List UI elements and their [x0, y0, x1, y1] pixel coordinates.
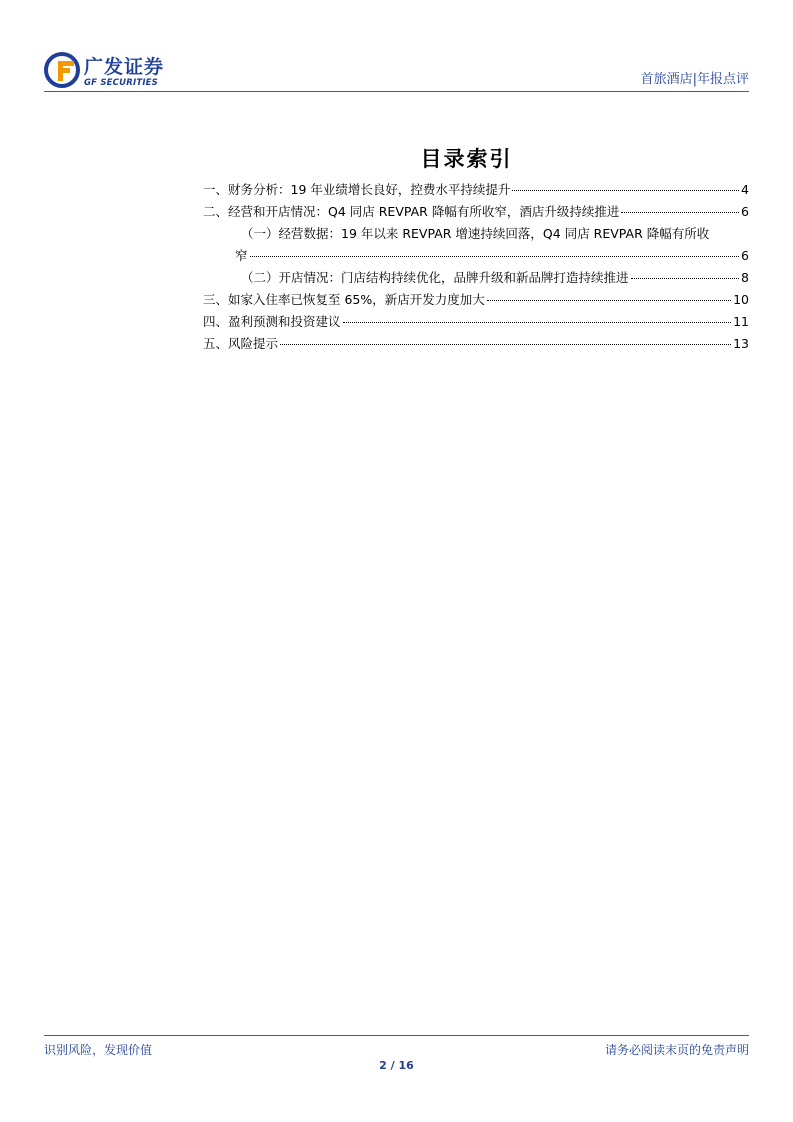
toc-title: 目录索引 [420, 147, 513, 171]
toc-entry-text: （一）经营数据：19 年以来 REVPAR 增速持续回落，Q4 同店 REVPAR 降幅有所收 [241, 226, 710, 241]
toc-entry-page: 13 [733, 336, 749, 351]
footer-divider [44, 1035, 749, 1036]
toc-leader-dots [621, 212, 739, 213]
toc-entry-text: 一、财务分析：19 年业绩增长良好，控费水平持续提升 [203, 182, 511, 197]
brand-name-cn: 广发证券 [84, 56, 165, 78]
toc-entry-text: 五、风险提示 [203, 336, 279, 351]
footer-disclaimer-note: 请务必阅读末页的免责声明 [604, 1043, 749, 1057]
toc-entry-text: （二）开店情况：门店结构持续优化，品牌升级和新品牌打造持续推进 [241, 270, 629, 285]
toc-leader-dots [512, 190, 739, 191]
toc-leader-dots [487, 300, 731, 301]
toc-leader-dots [280, 344, 731, 345]
footer-slogan: 识别风险，发现价值 [44, 1043, 153, 1057]
toc-entry[interactable] [241, 268, 749, 290]
header-divider [44, 91, 749, 92]
gf-logo-icon [44, 52, 80, 88]
report-category: 首旅酒店|年报点评 [640, 72, 749, 87]
toc-entry-text: 二、经营和开店情况：Q4 同店 REVPAR 降幅有所收窄，酒店升级持续推进 [203, 204, 620, 219]
toc-entry[interactable] [203, 312, 749, 334]
toc-leader-dots [250, 256, 740, 257]
toc-entry-page: 6 [741, 204, 749, 219]
toc-entry[interactable] [203, 334, 749, 356]
toc-entry-text: 四、盈利预测和投资建议 [203, 314, 341, 329]
brand-name-en: GF SECURITIES [84, 78, 159, 88]
toc-entry-page: 6 [741, 248, 749, 263]
toc-entry[interactable] [203, 290, 749, 312]
toc-entry[interactable] [241, 224, 749, 246]
toc-entry-continuation[interactable] [235, 246, 749, 268]
toc-entry-page: 8 [741, 270, 749, 285]
page-number: 2 / 16 [379, 1059, 414, 1072]
gf-securities-logo [44, 52, 184, 92]
toc-entry[interactable] [203, 180, 749, 202]
toc-entry-text: 三、如家入住率已恢复至 65%，新店开发力度加大 [203, 292, 485, 307]
toc-entry-page: 4 [741, 182, 749, 197]
toc-leader-dots [343, 322, 732, 323]
page-header [0, 0, 793, 100]
toc-leader-dots [631, 278, 740, 279]
toc-entry[interactable] [203, 202, 749, 224]
toc-entry-text-cont: 窄 [235, 248, 248, 263]
toc-entry-page: 10 [733, 292, 749, 307]
toc-entry-page: 11 [733, 314, 749, 329]
